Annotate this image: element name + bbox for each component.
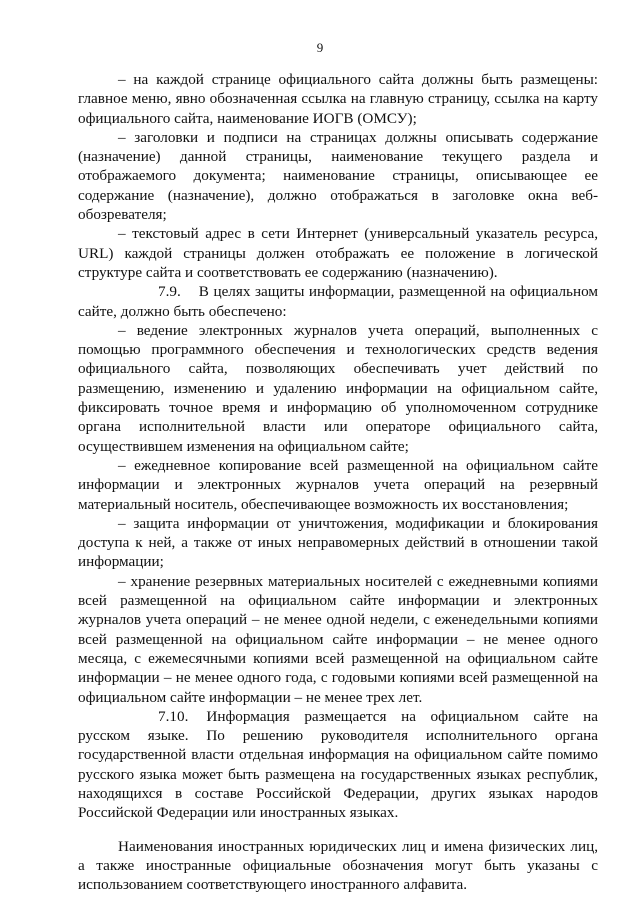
paragraph-storage: – хранение резервных материальных носителей с ежедневными копиями всей размещенной на официальном сайте информации и электронных журналов учета операций – не менее одной недели, с еженедельными копиями всей размещенной на официальном сайте информации – не менее одного месяца, с ежемесячными копиями всей размещенной на официальном сайте информации – не менее одного года, с годовыми копиями всей размещенной на официальном сайте информации – не менее трех лет. [78, 572, 598, 706]
paragraph-headings: – заголовки и подписи на страницах должны описывать содержание (назначение) данной страницы, наименование текущего раздела и отображаемого документа; наименование страницы, описывающее ее содержание (назначение), должно отображаться в заголовке окна веб-обозревателя; [78, 128, 598, 224]
paragraph-url: – текстовый адрес в сети Интернет (универсальный указатель ресурса, URL) каждой страницы должен отображать ее положение в логической структуре сайта и соответствовать ее содержанию (назначению). [78, 225, 598, 281]
paragraph-daily-copy: – ежедневное копирование всей размещенной на официальном сайте информации и электронных журналов учета операций на резервный материальный носитель, обеспечивающее возможность их восстановления; [78, 456, 598, 513]
paragraph-main-menu: – на каждой странице официального сайта должны быть размещены: главное меню, явно обозначенная ссылка на главную страницу, ссылка на карту официального сайта, наименование ИОГВ (ОМСУ); [78, 71, 598, 127]
clause-number: 7.10. [158, 707, 189, 725]
clause-7-10 [78, 707, 598, 823]
paragraph-journals: – ведение электронных журналов учета операций, выполненных с помощью программного обеспечения и технологических средств ведения официального сайта, позволяющих обеспечивать учет действий по размещению, изменению и удалению информации на официальном сайте, фиксировать точное время и информацию об уполномоченном сотруднике органа исполнительной власти или операторе официального сайта, осуществившем изменения на официальном сайте; [78, 321, 598, 455]
paragraph-foreign-names: Наименования иностранных юридических лиц и имена физических лиц, а также иностранные официальные обозначения могут быть указаны с использованием соответствующего иностранного алфавита. [78, 837, 598, 894]
clause-text: В целях защиты информации, размещенной на официальном сайте, должно быть обеспечено: [78, 283, 598, 320]
paragraph-protection: – защита информации от уничтожения, модификации и блокирования доступа к ней, а также от иных неправомерных действий в отношении такой информации; [78, 514, 598, 571]
page-number: 9 [316, 40, 324, 55]
document-body [78, 70, 598, 894]
clause-text: Информация размещается на официальном сайте на русском языке. По решению руководителя исполнительного органа государственной власти отдельная информация на официальном сайте помимо русского языка может быть размещена на государственных языках республик, находящихся в составе Российской Федерации, других языках народов Российской Федерации или иностранных языках. [78, 707, 598, 822]
clause-7-9 [78, 282, 598, 321]
clause-number: 7.9. [158, 283, 181, 301]
